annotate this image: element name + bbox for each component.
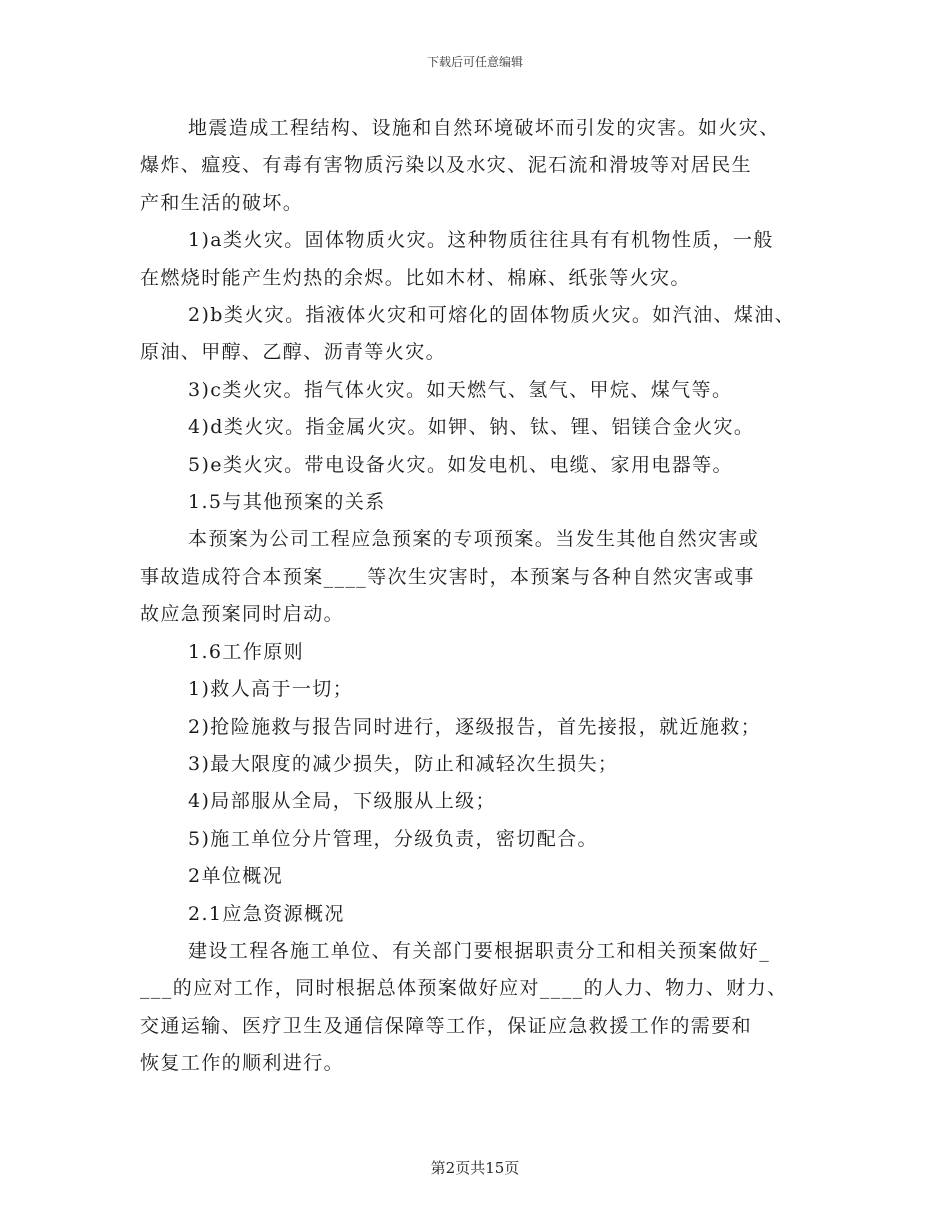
text-line: 3)c类火灾。指气体火灾。如天燃气、氢气、甲烷、煤气等。	[188, 378, 733, 401]
text-line: 恢复工作的顺利进行。	[140, 1052, 345, 1075]
text-line: 2.1应急资源概况	[188, 902, 345, 925]
text-line: 本预案为公司工程应急预案的专项预案。当发生其他自然灾害或	[188, 528, 760, 551]
text-line: 交通运输、医疗卫生及通信保障等工作，保证应急救援工作的需要和	[140, 1014, 753, 1037]
text-line: 5)e类火灾。带电设备火灾。如发电机、电缆、家用电器等。	[188, 453, 733, 476]
text-line: 3)最大限度的减少损失，防止和减轻次生损失；	[188, 752, 619, 775]
text-line: 故应急预案同时启动。	[140, 603, 345, 626]
text-line: 2)抢险施救与报告同时进行，逐级报告，首先接报，就近施救；	[188, 715, 762, 738]
text-line: 1.5与其他预案的关系	[188, 491, 386, 514]
text-line: 产和生活的破坏。	[140, 191, 304, 214]
text-line: 建设工程各施工单位、有关部门要根据职责分工和相关预案做好_	[188, 939, 771, 962]
text-line: 1)a类火灾。固体物质火灾。这种物质往往具有有机物性质，一般	[188, 229, 774, 252]
text-line: 5)施工单位分片管理，分级负责，密切配合。	[188, 827, 598, 850]
text-line: ___的应对工作，同时根据总体预案做好应对____的人力、物力、财力、	[140, 977, 788, 1000]
text-line: 在燃烧时能产生灼热的余烬。比如木材、棉麻、纸张等火灾。	[140, 266, 691, 289]
text-line: 1.6工作原则	[188, 640, 305, 663]
text-line: 4)d类火灾。指金属火灾。如钾、钠、钛、锂、铝镁合金火灾。	[188, 416, 755, 439]
document-body	[140, 110, 830, 1083]
text-line: 事故造成符合本预案____等次生灾害时，本预案与各种自然灾害或事	[140, 565, 755, 588]
text-line: 2单位概况	[188, 865, 284, 888]
text-line: 爆炸、瘟疫、有毒有害物质污染以及水灾、泥石流和滑坡等对居民生	[140, 154, 753, 177]
page-footer: 第2页共15页	[430, 1159, 520, 1177]
text-line: 4)局部服从全局，下级服从上级；	[188, 790, 496, 813]
text-line: 地震造成工程结构、设施和自然环境破坏而引发的灾害。如火灾、	[188, 117, 780, 139]
text-line: 1)救人高于一切；	[188, 678, 354, 701]
text-line: 原油、甲醇、乙醇、沥青等火灾。	[140, 341, 447, 364]
text-line: 2)b类火灾。指液体火灾和可熔化的固体物质火灾。如汽油、煤油、	[188, 304, 796, 327]
page-header: 下载后可任意编辑	[426, 55, 523, 69]
